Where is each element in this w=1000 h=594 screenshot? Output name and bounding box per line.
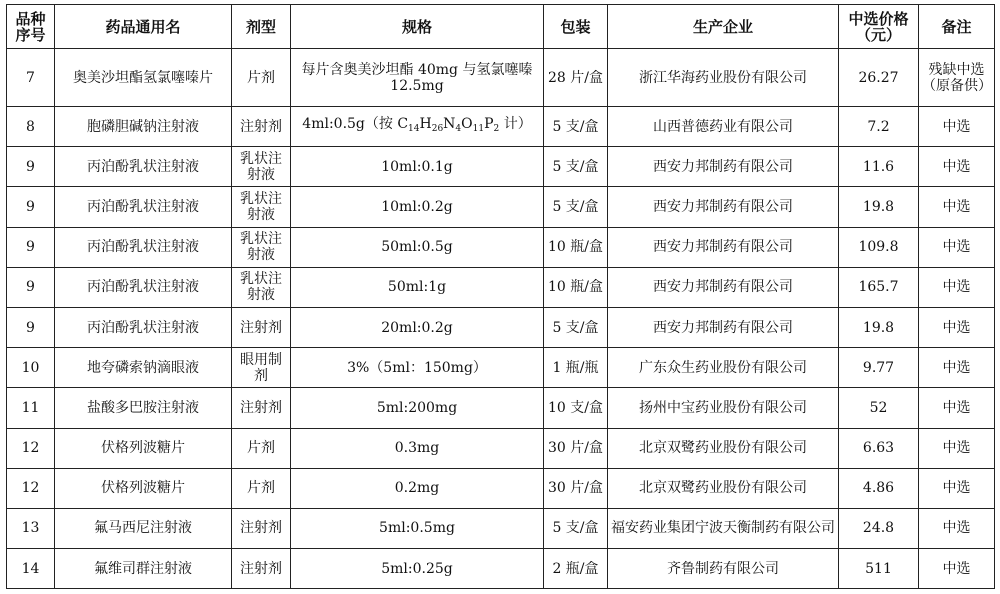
table-row [7,267,995,307]
formula-subscript: 14 [408,124,420,135]
cell-seq: 11 [7,388,55,428]
table-row [7,107,995,147]
cell-form: 片剂 [232,468,291,508]
formula-subscript: 4 [455,124,462,135]
header-note: 备注 [919,5,995,49]
cell-pack: 1 瓶/瓶 [544,348,608,388]
cell-pack: 30 片/盒 [544,468,608,508]
cell-note: 中选 [919,388,995,428]
cell-pack: 10 瓶/盒 [544,227,608,267]
cell-seq: 10 [7,348,55,388]
cell-company: 西安力邦制药有限公司 [608,227,839,267]
table-row [7,549,995,589]
table-row [7,187,995,227]
cell-price: 19.8 [839,187,919,227]
cell-company: 西安力邦制药有限公司 [608,187,839,227]
cell-form: 乳状注射液 [232,187,291,227]
formula-subscript: 2 [493,124,500,135]
cell-seq: 12 [7,468,55,508]
cell-spec: 10ml:0.2g [291,187,544,227]
cell-note: 中选 [919,508,995,548]
table-row [7,468,995,508]
cell-seq: 9 [7,147,55,187]
cell-pack: 5 支/盒 [544,147,608,187]
cell-price: 9.77 [839,348,919,388]
cell-price: 11.6 [839,147,919,187]
cell-price: 4.86 [839,468,919,508]
formula-element: 计） [499,116,532,133]
cell-spec: 每片含奥美沙坦酯 40mg 与氢氯噻嗪 12.5mg [291,49,544,107]
cell-form: 注射剂 [232,508,291,548]
cell-name: 胞磷胆碱钠注射液 [55,107,232,147]
cell-seq: 9 [7,187,55,227]
cell-name: 丙泊酚乳状注射液 [55,187,232,227]
cell-name: 丙泊酚乳状注射液 [55,227,232,267]
cell-form: 乳状注射液 [232,147,291,187]
cell-spec: 0.3mg [291,428,544,468]
header-price: 中选价格（元） [839,5,919,49]
table-row [7,227,995,267]
cell-pack: 2 瓶/盒 [544,549,608,589]
header-name: 药品通用名 [55,5,232,49]
cell-pack: 5 支/盒 [544,508,608,548]
cell-company: 西安力邦制药有限公司 [608,267,839,307]
table-row [7,49,995,107]
cell-company: 浙江华海药业股份有限公司 [608,49,839,107]
cell-name: 氟马西尼注射液 [55,508,232,548]
cell-form: 眼用制剂 [232,348,291,388]
cell-seq: 9 [7,267,55,307]
cell-form: 注射剂 [232,388,291,428]
cell-pack: 5 支/盒 [544,307,608,347]
table-row [7,147,995,187]
cell-seq: 12 [7,428,55,468]
cell-spec: 5ml:200mg [291,388,544,428]
cell-company: 扬州中宝药业股份有限公司 [608,388,839,428]
header-spec: 规格 [291,5,544,49]
formula-element: N [443,116,456,133]
cell-price: 52 [839,388,919,428]
cell-name: 氟维司群注射液 [55,549,232,589]
formula-element: H [419,116,432,133]
cell-price: 7.2 [839,107,919,147]
cell-note: 中选 [919,348,995,388]
cell-note: 中选 [919,307,995,347]
spec-text: 4ml:0.5g（按 C [302,116,409,133]
table-row [7,307,995,347]
cell-spec: 20ml:0.2g [291,307,544,347]
cell-seq: 13 [7,508,55,548]
cell-price: 109.8 [839,227,919,267]
table-row [7,428,995,468]
cell-note: 残缺中选（原备供） [919,49,995,107]
table-row [7,348,995,388]
cell-company: 山西普德药业有限公司 [608,107,839,147]
cell-seq: 9 [7,227,55,267]
cell-note: 中选 [919,147,995,187]
cell-spec: 5ml:0.25g [291,549,544,589]
cell-price: 165.7 [839,267,919,307]
cell-company: 齐鲁制药有限公司 [608,549,839,589]
cell-name: 丙泊酚乳状注射液 [55,267,232,307]
cell-price: 19.8 [839,307,919,347]
cell-spec: 3%（5ml：150mg） [291,348,544,388]
formula-subscript: 11 [472,124,485,135]
cell-note: 中选 [919,267,995,307]
cell-name: 丙泊酚乳状注射液 [55,147,232,187]
cell-seq: 9 [7,307,55,347]
cell-form: 片剂 [232,49,291,107]
cell-pack: 5 支/盒 [544,107,608,147]
header-row [7,5,995,49]
cell-note: 中选 [919,468,995,508]
cell-pack: 10 支/盒 [544,388,608,428]
cell-note: 中选 [919,549,995,589]
header-seq: 品种序号 [7,5,55,49]
cell-form: 注射剂 [232,549,291,589]
cell-pack: 30 片/盒 [544,428,608,468]
table-row [7,388,995,428]
cell-name: 丙泊酚乳状注射液 [55,307,232,347]
cell-spec: 10ml:0.1g [291,147,544,187]
cell-form: 乳状注射液 [232,267,291,307]
cell-name: 奥美沙坦酯氢氯噻嗪片 [55,49,232,107]
cell-seq: 7 [7,49,55,107]
cell-name: 地夸磷索钠滴眼液 [55,348,232,388]
cell-company: 福安药业集团宁波天衡制药有限公司 [608,508,839,548]
formula-element: O [461,116,473,133]
cell-company: 西安力邦制药有限公司 [608,147,839,187]
cell-note: 中选 [919,107,995,147]
cell-price: 6.63 [839,428,919,468]
cell-seq: 8 [7,107,55,147]
cell-form: 片剂 [232,428,291,468]
cell-pack: 10 瓶/盒 [544,267,608,307]
cell-note: 中选 [919,187,995,227]
cell-spec: 0.2mg [291,468,544,508]
cell-price: 511 [839,549,919,589]
cell-spec: 50ml:1g [291,267,544,307]
cell-name: 伏格列波糖片 [55,428,232,468]
formula-element: P [484,116,494,133]
cell-company: 西安力邦制药有限公司 [608,307,839,347]
cell-spec [291,107,544,147]
cell-name: 盐酸多巴胺注射液 [55,388,232,428]
cell-seq: 14 [7,549,55,589]
cell-form: 注射剂 [232,107,291,147]
cell-pack: 5 支/盒 [544,187,608,227]
formula-subscript: 26 [431,124,444,135]
cell-price: 26.27 [839,49,919,107]
cell-spec: 50ml:0.5g [291,227,544,267]
header-form: 剂型 [232,5,291,49]
cell-spec: 5ml:0.5mg [291,508,544,548]
header-company: 生产企业 [608,5,839,49]
cell-price: 24.8 [839,508,919,548]
cell-note: 中选 [919,428,995,468]
cell-pack: 28 片/盒 [544,49,608,107]
drug-price-table [6,4,995,589]
cell-company: 北京双鹭药业股份有限公司 [608,468,839,508]
cell-name: 伏格列波糖片 [55,468,232,508]
cell-company: 北京双鹭药业股份有限公司 [608,428,839,468]
cell-form: 乳状注射液 [232,227,291,267]
table-row [7,508,995,548]
cell-form: 注射剂 [232,307,291,347]
cell-note: 中选 [919,227,995,267]
cell-company: 广东众生药业股份有限公司 [608,348,839,388]
header-pack: 包装 [544,5,608,49]
